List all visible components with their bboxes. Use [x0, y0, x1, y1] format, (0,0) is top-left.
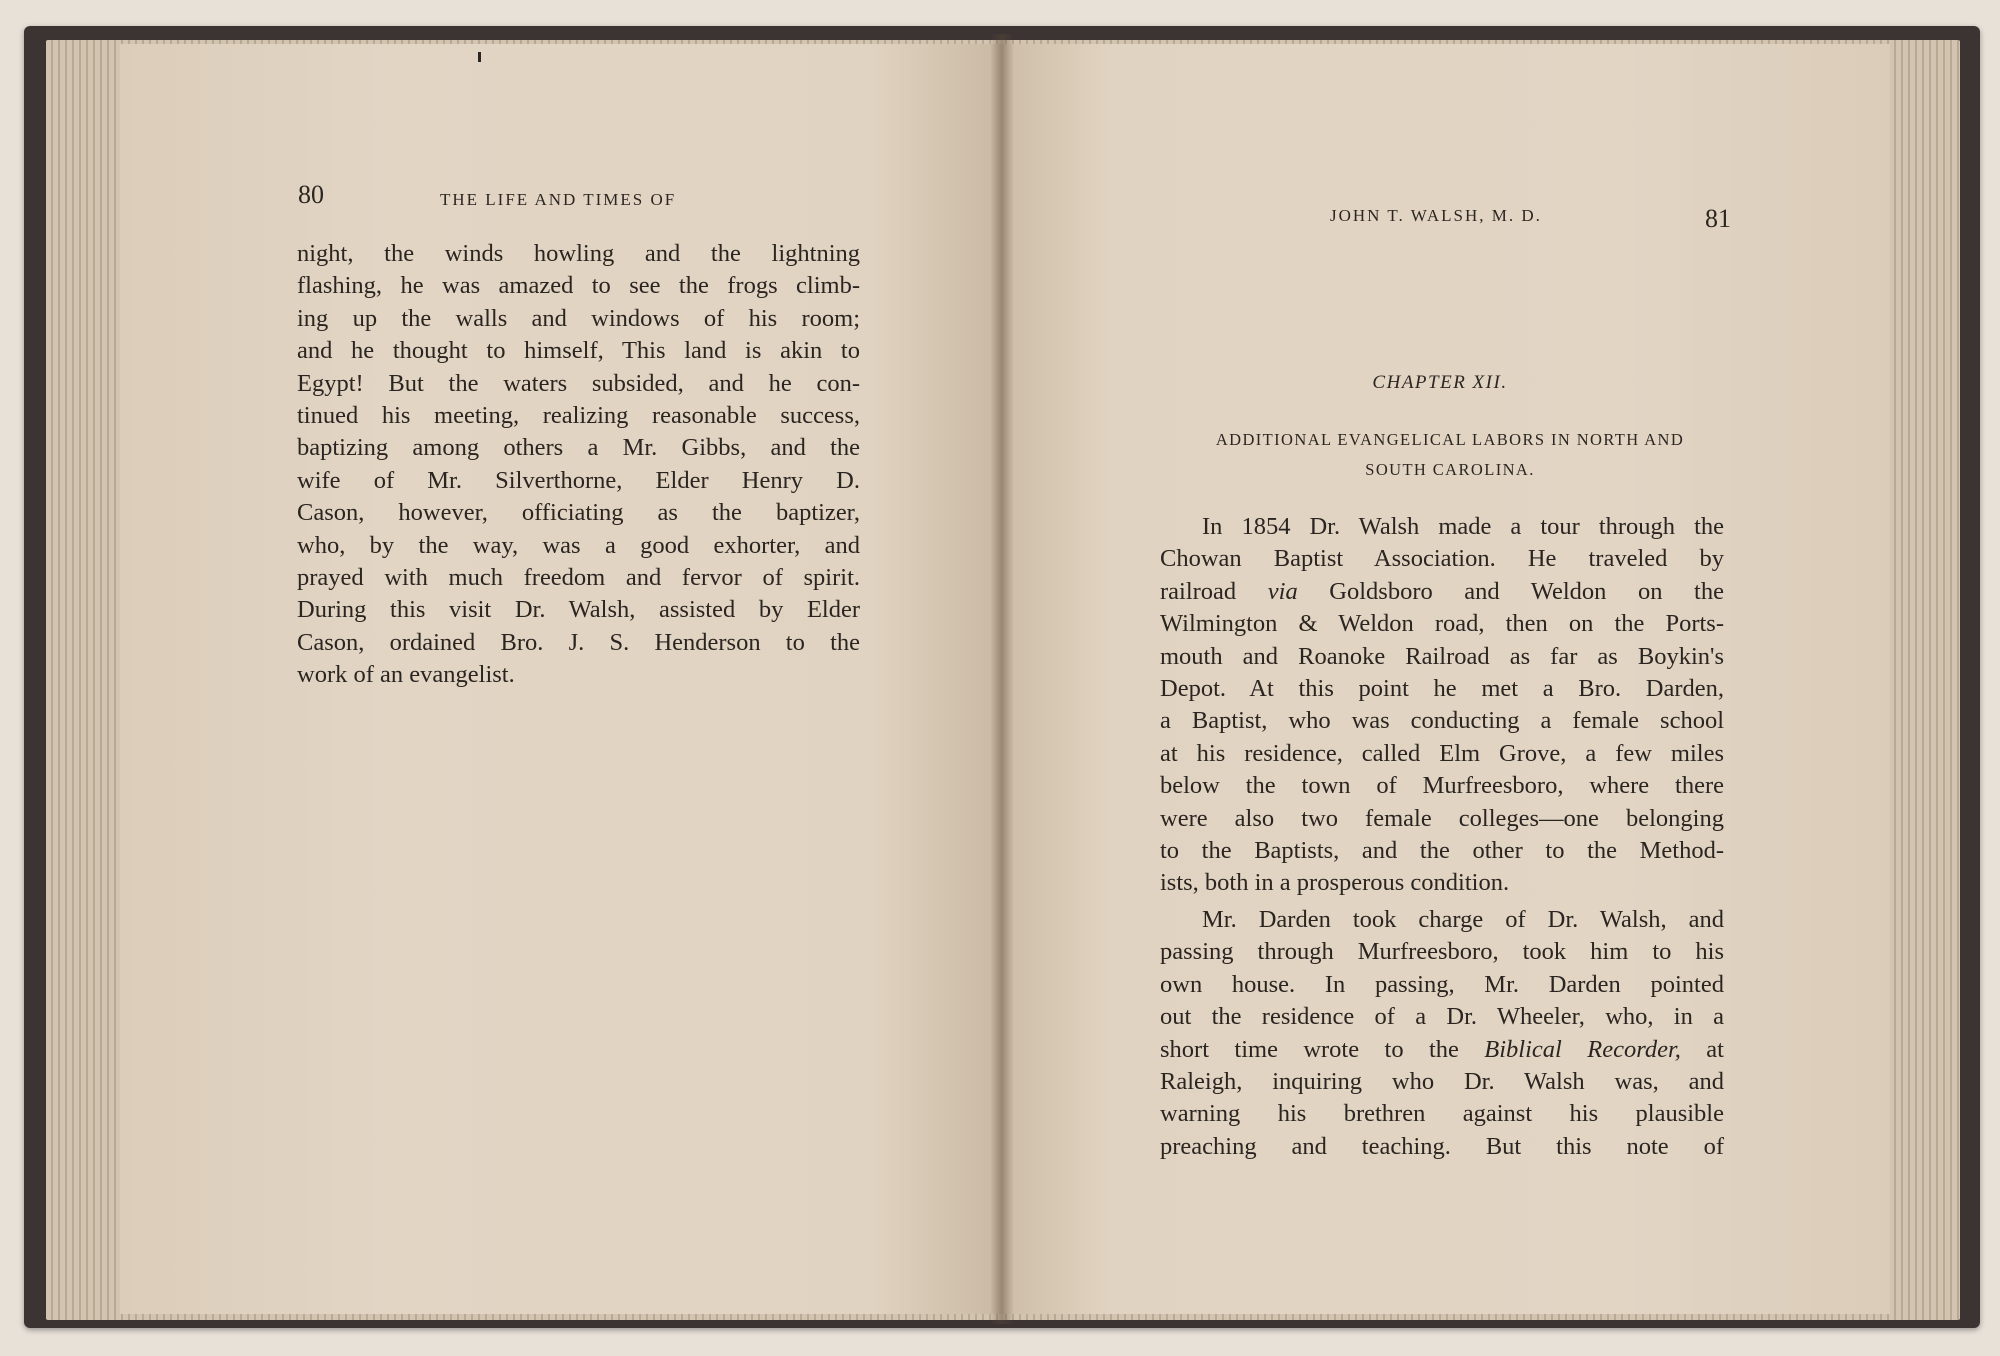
italic-text: Biblical Recorder, [1484, 1035, 1681, 1063]
chapter-subtitle-line: ADDITIONAL EVANGELICAL LABORS IN NORTH AND [1215, 430, 1685, 449]
text-line: night, the winds howling and the lightning [297, 240, 860, 267]
text-run: Goldsboro and Weldon on the [1297, 577, 1724, 605]
text-line: out the residence of a Dr. Wheeler, who, in a [1160, 1003, 1724, 1031]
right-page-body [1160, 511, 1724, 1163]
text-line: In 1854 Dr. Walsh made a tour through the [1202, 513, 1724, 540]
text-line: ists, both in a prosperous condition. [1160, 869, 1510, 897]
text-line: preaching and teaching. But this note of [1160, 1132, 1724, 1160]
text-line: to the Baptists, and the other to the Method- [1160, 837, 1724, 865]
text-line: warning his brethren against his plausible [1160, 1100, 1724, 1128]
text-line: and he thought to himself, This land is akin to [297, 337, 860, 365]
left-running-head: THE LIFE AND TIMES OF [440, 190, 677, 209]
text-line: who, by the way, was a good exhorter, and [297, 531, 860, 559]
text-line: Chowan Baptist Association. He traveled by [1160, 545, 1724, 573]
text-line: work of an evangelist. [297, 661, 515, 689]
text-line: baptizing among others a Mr. Gibbs, and the [297, 434, 860, 462]
text-line: Depot. At this point he met a Bro. Darden, [1160, 675, 1724, 703]
right-running-head: JOHN T. WALSH, M. D. [1330, 206, 1542, 225]
book-gutter [990, 34, 1014, 1324]
text-line: below the town of Murfreesboro, where there [1160, 772, 1724, 800]
text-run: railroad [1160, 577, 1268, 605]
text-line [1160, 1034, 1724, 1066]
text-line: passing through Murfreesboro, took him to his [1160, 938, 1724, 966]
text-line: During this visit Dr. Walsh, assisted by Elder [297, 596, 860, 624]
page-mark [478, 52, 481, 62]
text-line: Mr. Darden took charge of Dr. Walsh, and [1202, 905, 1724, 933]
text-run: short time wrote to the [1160, 1035, 1485, 1063]
italic-text: via [1267, 577, 1298, 605]
left-page-number: 80 [298, 180, 324, 209]
text-line: a Baptist, who was conducting a female school [1160, 707, 1724, 735]
text-line: were also two female colleges—one belonging [1160, 804, 1724, 832]
text-line: flashing, he was amazed to see the frogs climb- [297, 272, 860, 300]
text-line: Raleigh, inquiring who Dr. Walsh was, and [1160, 1067, 1724, 1095]
text-line: Egypt! But the waters subsided, and he con- [297, 369, 860, 397]
chapter-heading: CHAPTER XII. [1372, 372, 1508, 393]
text-line: own house. In passing, Mr. Darden pointed [1160, 970, 1724, 998]
text-line: wife of Mr. Silverthorne, Elder Henry D. [297, 466, 860, 494]
text-line: ing up the walls and windows of his room; [297, 304, 860, 332]
text-line: Cason, however, officiating as the baptizer, [297, 499, 860, 527]
text-line: Cason, ordained Bro. J. S. Henderson to the [297, 628, 860, 656]
text-line: tinued his meeting, realizing reasonable success, [297, 402, 860, 430]
text-line: mouth and Roanoke Railroad as far as Boykin's [1160, 642, 1724, 670]
chapter-subtitle-line: SOUTH CAROLINA. [1365, 460, 1535, 479]
text-line: prayed with much freedom and fervor of spirit. [297, 564, 860, 592]
text-line [1160, 576, 1724, 608]
text-run: at [1680, 1035, 1724, 1063]
right-page-number: 81 [1705, 204, 1731, 233]
left-page-body [297, 238, 860, 692]
text-line: at his residence, called Elm Grove, a few miles [1160, 739, 1724, 767]
chapter-subtitle [1160, 425, 1740, 485]
text-line: Wilmington & Weldon road, then on the Ports- [1160, 610, 1724, 638]
